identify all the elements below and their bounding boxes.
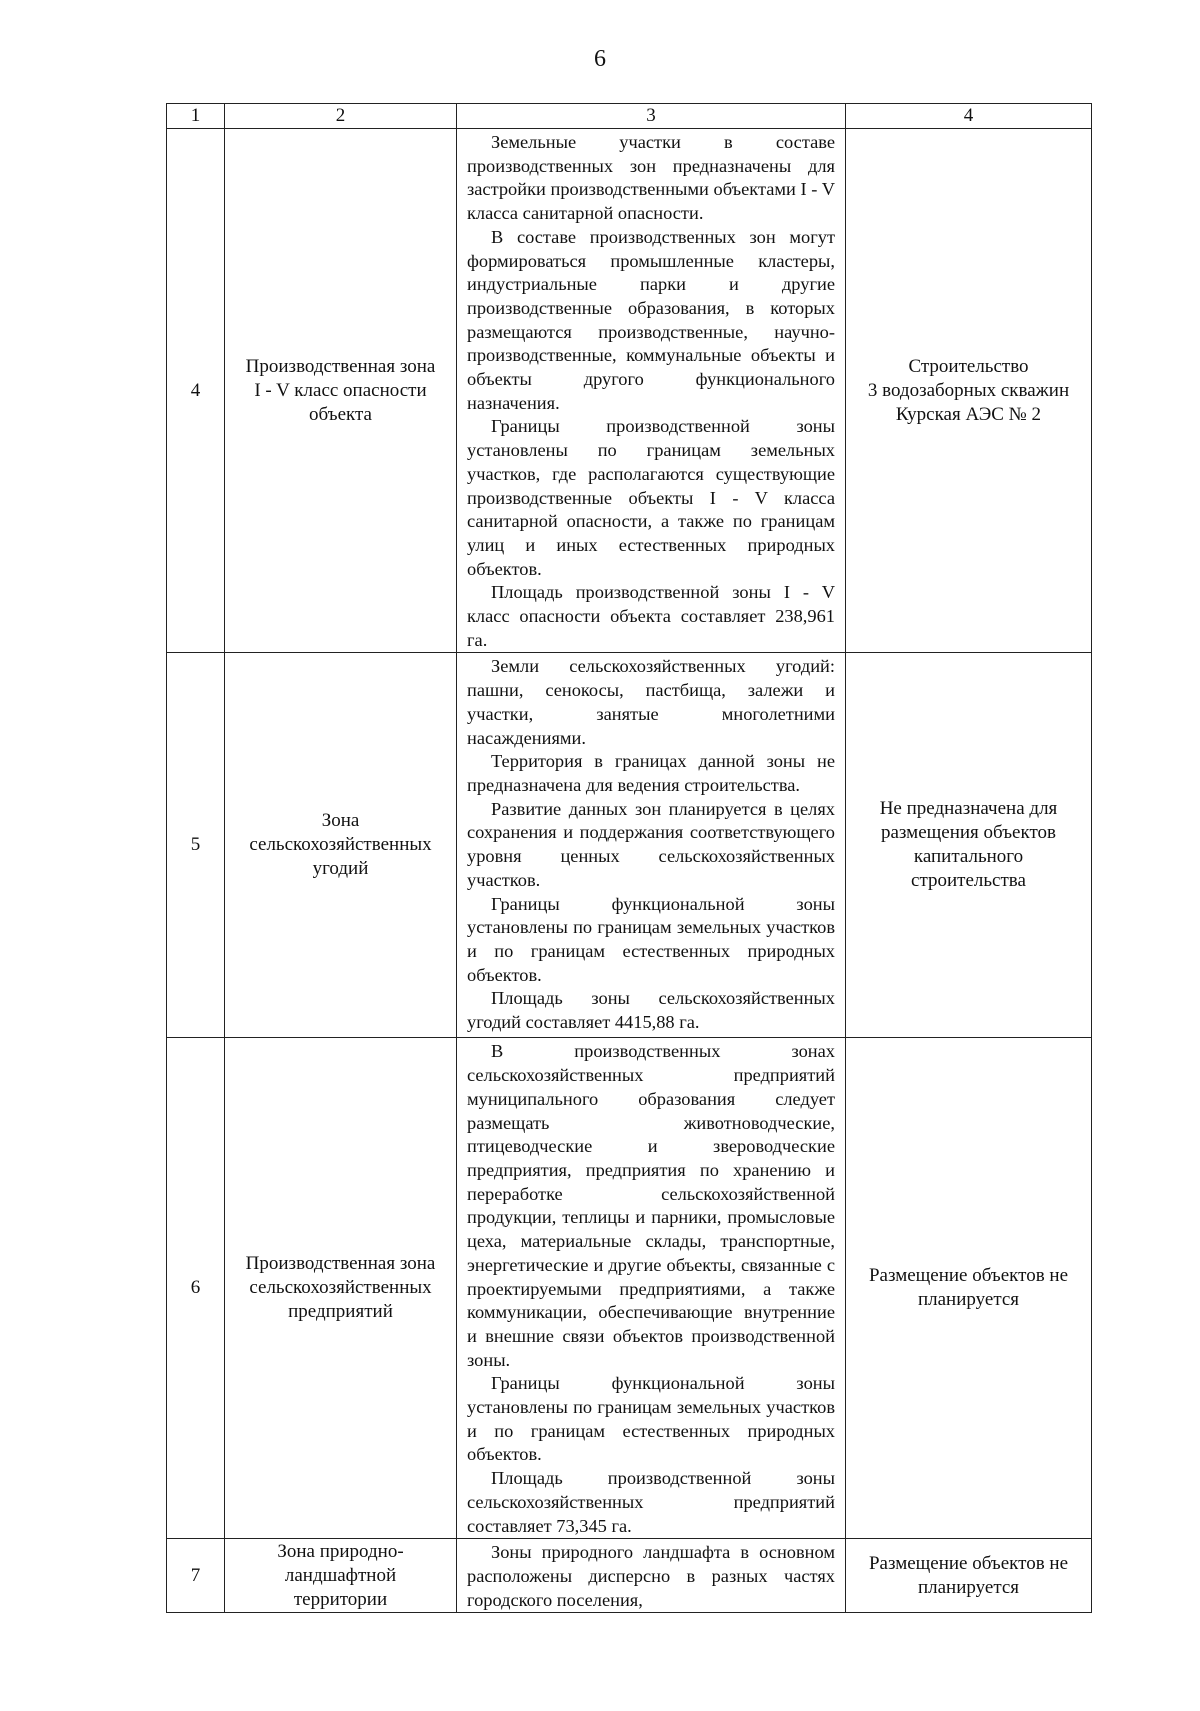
zone-name-line: Зона природно- [277, 1540, 404, 1562]
planned-objects-line: 3 водозаборных скважин [867, 379, 1070, 401]
row-number: 4 [167, 129, 225, 653]
table-row [167, 1539, 1092, 1613]
description-paragraph: Земельные участки в составе производственных зон предназначены для застройки производственными объектами I - V класса санитарной опасности. [467, 132, 835, 224]
description-paragraph: Площадь производственной зоны сельскохозяйственных предприятий составляет 73,345 га. [467, 1468, 835, 1536]
planned-objects-line: строительства [911, 870, 1026, 892]
planned-objects [846, 129, 1092, 653]
zone-name-line: Зона [321, 810, 360, 832]
page-number: 6 [594, 46, 606, 72]
row-number: 7 [167, 1539, 225, 1613]
planned-objects-line: капитального [913, 846, 1024, 868]
zone-description [457, 1038, 846, 1539]
planned-objects-line: Не предназначена для [879, 798, 1058, 820]
zone-name-line: сельскохозяйственных [249, 834, 432, 856]
zone-description [457, 653, 846, 1038]
description-paragraph: Территория в границах данной зоны не предназначена для ведения строительства. [467, 751, 835, 795]
planned-objects [846, 1038, 1092, 1539]
planned-objects-line: Курская АЭС № 2 [895, 403, 1042, 425]
zone-name [225, 129, 457, 653]
planned-objects-line: планируется [917, 1576, 1020, 1598]
header-cell-3: 3 [457, 104, 846, 129]
zone-name-line: I - V класс опасности [254, 379, 427, 401]
zone-description [457, 1539, 846, 1613]
zone-name [225, 1539, 457, 1613]
zone-name-line: объекта [309, 403, 372, 425]
table-row [167, 653, 1092, 1038]
header-cell-4: 4 [846, 104, 1092, 129]
zone-name-line: сельскохозяйственных [249, 1277, 432, 1299]
zone-name-line: территории [293, 1588, 388, 1610]
header-cell-1: 1 [167, 104, 225, 129]
description-paragraph: В производственных зонах сельскохозяйственных предприятий муниципального образования следует размещать животноводческие, птицеводческие и звероводческие предприятия, предприятия по хранению и переработке сельскохозяйственной продукции, теплицы и парники, промысловые цеха, материальные склады, транспортные, энергетические и другие объекты, связанные с проектируемыми предприятиями, а также коммуникации, обеспечивающие внутренние и внешние связи объектов производственной зоны. [467, 1041, 835, 1370]
zone-name [225, 653, 457, 1038]
description-paragraph: Зоны природного ландшафта в основном расположены дисперсно в разных частях городского поселения, [467, 1542, 835, 1610]
planned-objects-line: Размещение объектов не [868, 1552, 1069, 1574]
zone-name-line: угодий [312, 858, 369, 880]
description-paragraph: Границы производственной зоны установлены по границам земельных участков, где располагаются существующие производственные объекты I - V класса санитарной опасности, а также по границам улиц и иных естественных природных объектов. [467, 416, 835, 579]
zones-table [166, 103, 1092, 1613]
table-row [167, 1038, 1092, 1539]
planned-objects [846, 1539, 1092, 1613]
row-number: 5 [167, 653, 225, 1038]
planned-objects-line: размещения объектов [881, 822, 1056, 844]
zone-name-line: ландшафтной [284, 1564, 397, 1586]
table-header-row [167, 104, 1092, 129]
description-paragraph: Земли сельскохозяйственных угодий: пашни, сенокосы, пастбища, залежи и участки, занятые многолетними насаждениями. [467, 656, 835, 748]
zone-description [457, 129, 846, 653]
zone-name-line: Производственная зона [245, 355, 436, 377]
description-paragraph: Площадь зоны сельскохозяйственных угодий составляет 4415,88 га. [467, 988, 835, 1033]
planned-objects [846, 653, 1092, 1038]
description-paragraph: В составе производственных зон могут формироваться промышленные кластеры, индустриальные парки и другие производственные образования, в которых размещаются производственные, научно-производственные, коммунальные объекты и объекты другого функционального назначения. [467, 226, 835, 413]
planned-objects-line: Размещение объектов не [868, 1265, 1069, 1287]
description-paragraph: Границы функциональной зоны установлены по границам земельных участков и по границам естественных природных объектов. [467, 893, 835, 985]
description-paragraph: Границы функциональной зоны установлены по границам земельных участков и по границам естественных природных объектов. [467, 1373, 835, 1465]
zone-name-line: предприятий [288, 1301, 393, 1323]
planned-objects-line: планируется [917, 1289, 1020, 1311]
planned-objects-line: Строительство [908, 355, 1029, 377]
zone-name-line: Производственная зона [245, 1253, 436, 1275]
description-paragraph: Площадь производственной зоны I - V класс опасности объекта составляет 238,961 га. [467, 582, 835, 650]
table-row [167, 129, 1092, 653]
description-paragraph: Развитие данных зон планируется в целях сохранения и поддержания соответствующего уровня ценных сельскохозяйственных участков. [467, 798, 835, 890]
row-number: 6 [167, 1038, 225, 1539]
header-cell-2: 2 [225, 104, 457, 129]
zone-name [225, 1038, 457, 1539]
